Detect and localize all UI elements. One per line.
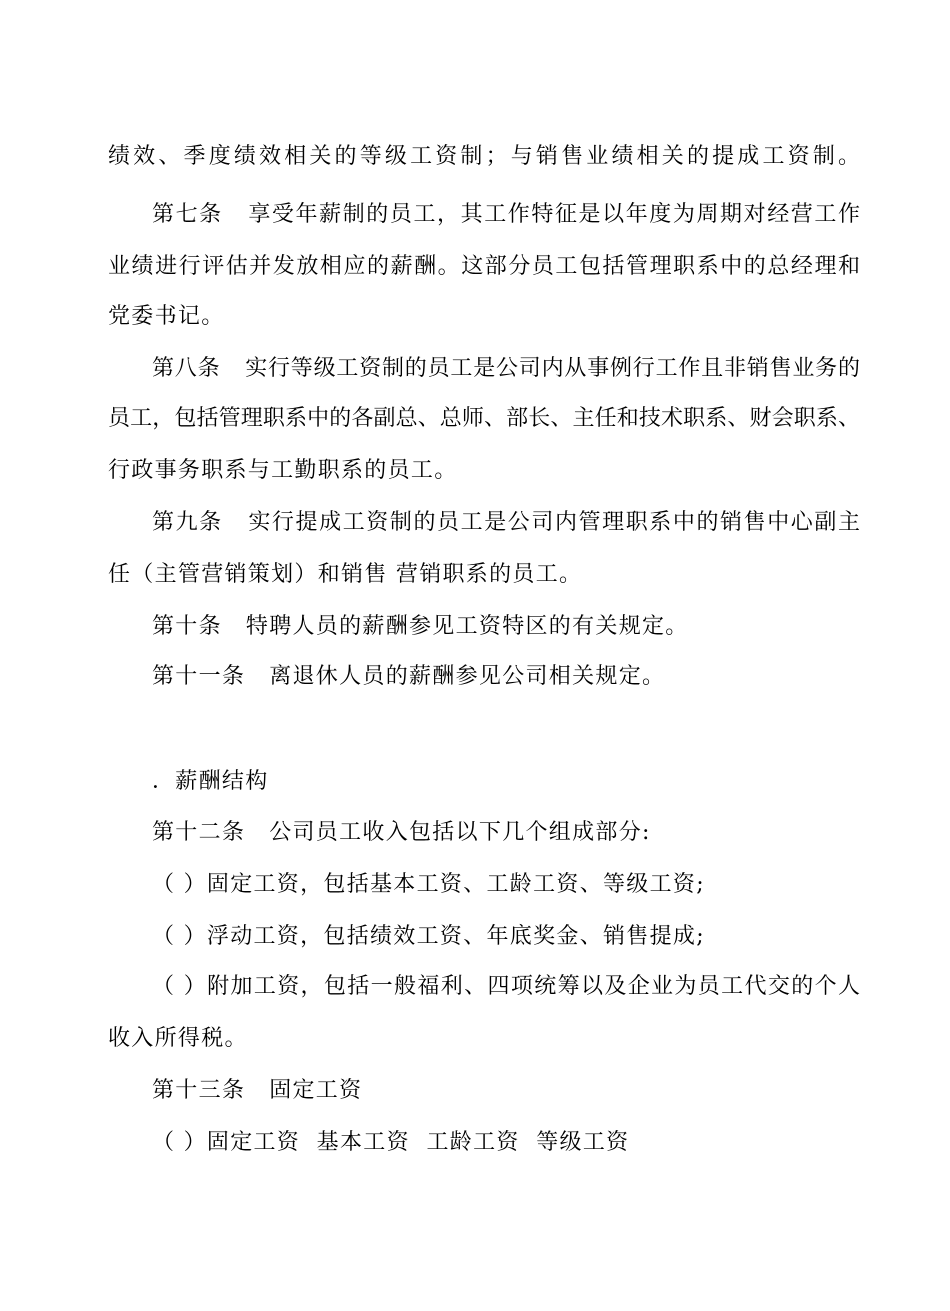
article-10-line: 第十条 特聘人员的薪酬参见工资特区的有关规定。 xyxy=(152,614,689,639)
article-11-label: 第十一条 xyxy=(152,664,246,689)
article-9-label: 第九条 xyxy=(152,510,223,535)
article-8-line-1: 第八条 实行等级工资制的员工是公司内从事例行工作且非销售业务的 xyxy=(152,356,860,381)
article-7-label: 第七条 xyxy=(152,202,223,227)
article-12-label: 第十二条 xyxy=(152,820,246,845)
article-8-line-3: 行政事务职系与工勤职系的员工。 xyxy=(108,458,458,483)
article-13-line: 第十三条 固定工资 xyxy=(152,1078,363,1103)
article-13-label: 第十三条 xyxy=(152,1078,246,1103)
list-item-fixed-salary: （ ）固定工资，包括基本工资、工龄工资、等级工资; xyxy=(152,872,705,897)
article-7-line-3: 党委书记。 xyxy=(108,304,225,329)
article-8-line-2: 员工，包括管理职系中的各副总、总师、部长、主任和技术职系、财会职系、 xyxy=(108,406,860,431)
article-9-line-2: 任（主管营销策划）和销售 营销职系的员工。 xyxy=(108,562,583,587)
article-12-line: 第十二条 公司员工收入包括以下几个组成部分: xyxy=(152,820,651,845)
list-item-additional-salary-line-1: （ ）附加工资，包括一般福利、四项统筹以及企业为员工代交的个人 xyxy=(152,974,860,999)
fixed-salary-formula-line: （ ）固定工资 基本工资 工龄工资 等级工资 xyxy=(152,1130,630,1155)
paragraph-line-1: 绩效、季度绩效相关的等级工资制；与销售业绩相关的提成工资制。 xyxy=(108,144,860,169)
article-9-line-1: 第九条 实行提成工资制的员工是公司内管理职系中的销售中心副主 xyxy=(152,510,860,535)
article-11-line: 第十一条 离退休人员的薪酬参见公司相关规定。 xyxy=(152,664,666,689)
article-8-label: 第八条 xyxy=(152,356,221,381)
list-item-additional-salary-line-2: 收入所得税。 xyxy=(108,1026,248,1051)
list-item-floating-salary: （ ）浮动工资，包括绩效工资、年底奖金、销售提成; xyxy=(152,924,705,949)
article-7-line-1: 第七条 享受年薪制的员工，其工作特征是以年度为周期对经营工作 xyxy=(152,202,860,227)
article-10-label: 第十条 xyxy=(152,614,222,639)
article-7-line-2: 业绩进行评估并发放相应的薪酬。这部分员工包括管理职系中的总经理和 xyxy=(108,254,860,279)
section-heading-salary-structure: ．薪酬结构 xyxy=(152,769,269,794)
